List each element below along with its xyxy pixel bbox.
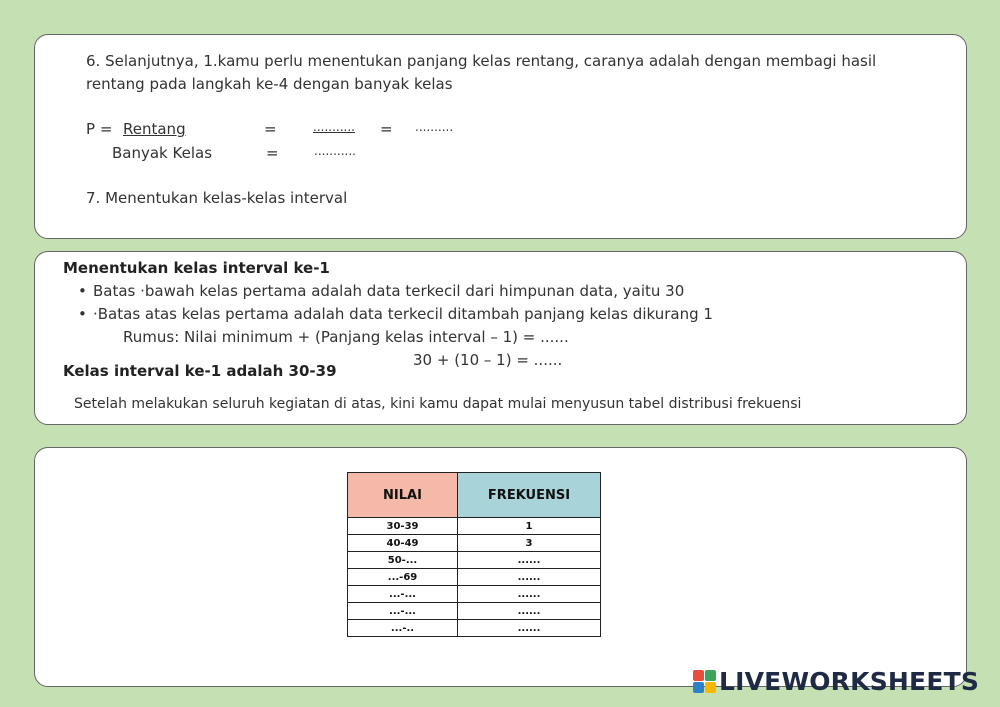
frekuensi-cell[interactable]: ...... (458, 603, 601, 620)
result-text: Kelas interval ke-1 adalah 30-39 (63, 362, 337, 380)
nilai-cell: 40-49 (348, 535, 458, 552)
logo-grid-icon (693, 670, 716, 693)
table-row (348, 620, 601, 637)
nilai-cell[interactable]: ...-.. (348, 620, 458, 637)
frekuensi-cell: 1 (458, 518, 601, 535)
formula-text: Rumus: Nilai minimum + (Panjang kelas interval – 1) = ...... (123, 328, 569, 346)
fraction-numerator: Rentang (123, 120, 186, 138)
step6-line2: rentang pada langkah ke-4 dengan banyak kelas (86, 75, 453, 93)
nilai-cell[interactable]: ...-... (348, 586, 458, 603)
closing-text: Setelah melakukan seluruh kegiatan di atas, kini kamu dapat mulai menyusun tabel distribusi frekuensi (74, 396, 802, 412)
nilai-cell[interactable]: ...-... (348, 603, 458, 620)
frekuensi-cell[interactable]: ...... (458, 586, 601, 603)
table-row (348, 518, 601, 535)
logo-square-l (693, 670, 704, 681)
liveworksheets-logo (693, 667, 979, 696)
frekuensi-cell[interactable]: ...... (458, 552, 601, 569)
step6-line1: 6. Selanjutnya, 1.kamu perlu menentukan panjang kelas rentang, caranya adalah dengan membagi hasil (86, 52, 877, 70)
frekuensi-cell[interactable]: ...... (458, 569, 601, 586)
blank-result[interactable]: .......... (415, 120, 454, 134)
p-label: P = (86, 120, 113, 138)
equals-sign: = (380, 120, 393, 138)
fraction-denominator: Banyak Kelas (112, 144, 213, 162)
nilai-cell[interactable]: ...-69 (348, 569, 458, 586)
calculation-text: 30 + (10 – 1) = ...... (413, 351, 563, 369)
nilai-cell: 30-39 (348, 518, 458, 535)
nilai-cell[interactable]: 50-... (348, 552, 458, 569)
header-frekuensi: FREKUENSI (458, 473, 601, 518)
header-nilai: NILAI (348, 473, 458, 518)
table-row (348, 586, 601, 603)
equals-sign: = (266, 144, 279, 162)
frekuensi-cell[interactable]: ...... (458, 620, 601, 637)
table-row (348, 603, 601, 620)
step7-text: 7. Menentukan kelas-kelas interval (86, 189, 348, 207)
bullet-upper-bound: • ·Batas atas kelas pertama adalah data terkecil ditambah panjang kelas dikurang 1 (93, 305, 713, 323)
blank-denominator[interactable]: ........... (314, 144, 356, 158)
table-row (348, 569, 601, 586)
frekuensi-cell: 3 (458, 535, 601, 552)
section-heading: Menentukan kelas interval ke-1 (63, 259, 330, 277)
logo-square-i (705, 670, 716, 681)
bullet-lower-bound: • Batas ·bawah kelas pertama adalah data terkecil dari himpunan data, yaitu 30 (93, 282, 684, 300)
blank-numerator[interactable]: ........... (313, 120, 355, 134)
logo-square-v (693, 682, 704, 693)
table-row (348, 535, 601, 552)
equals-sign: = (264, 120, 277, 138)
logo-wordmark: LIVEWORKSHEETS (719, 667, 980, 696)
frequency-table (347, 472, 601, 637)
logo-square-e (705, 682, 716, 693)
table-row (348, 552, 601, 569)
